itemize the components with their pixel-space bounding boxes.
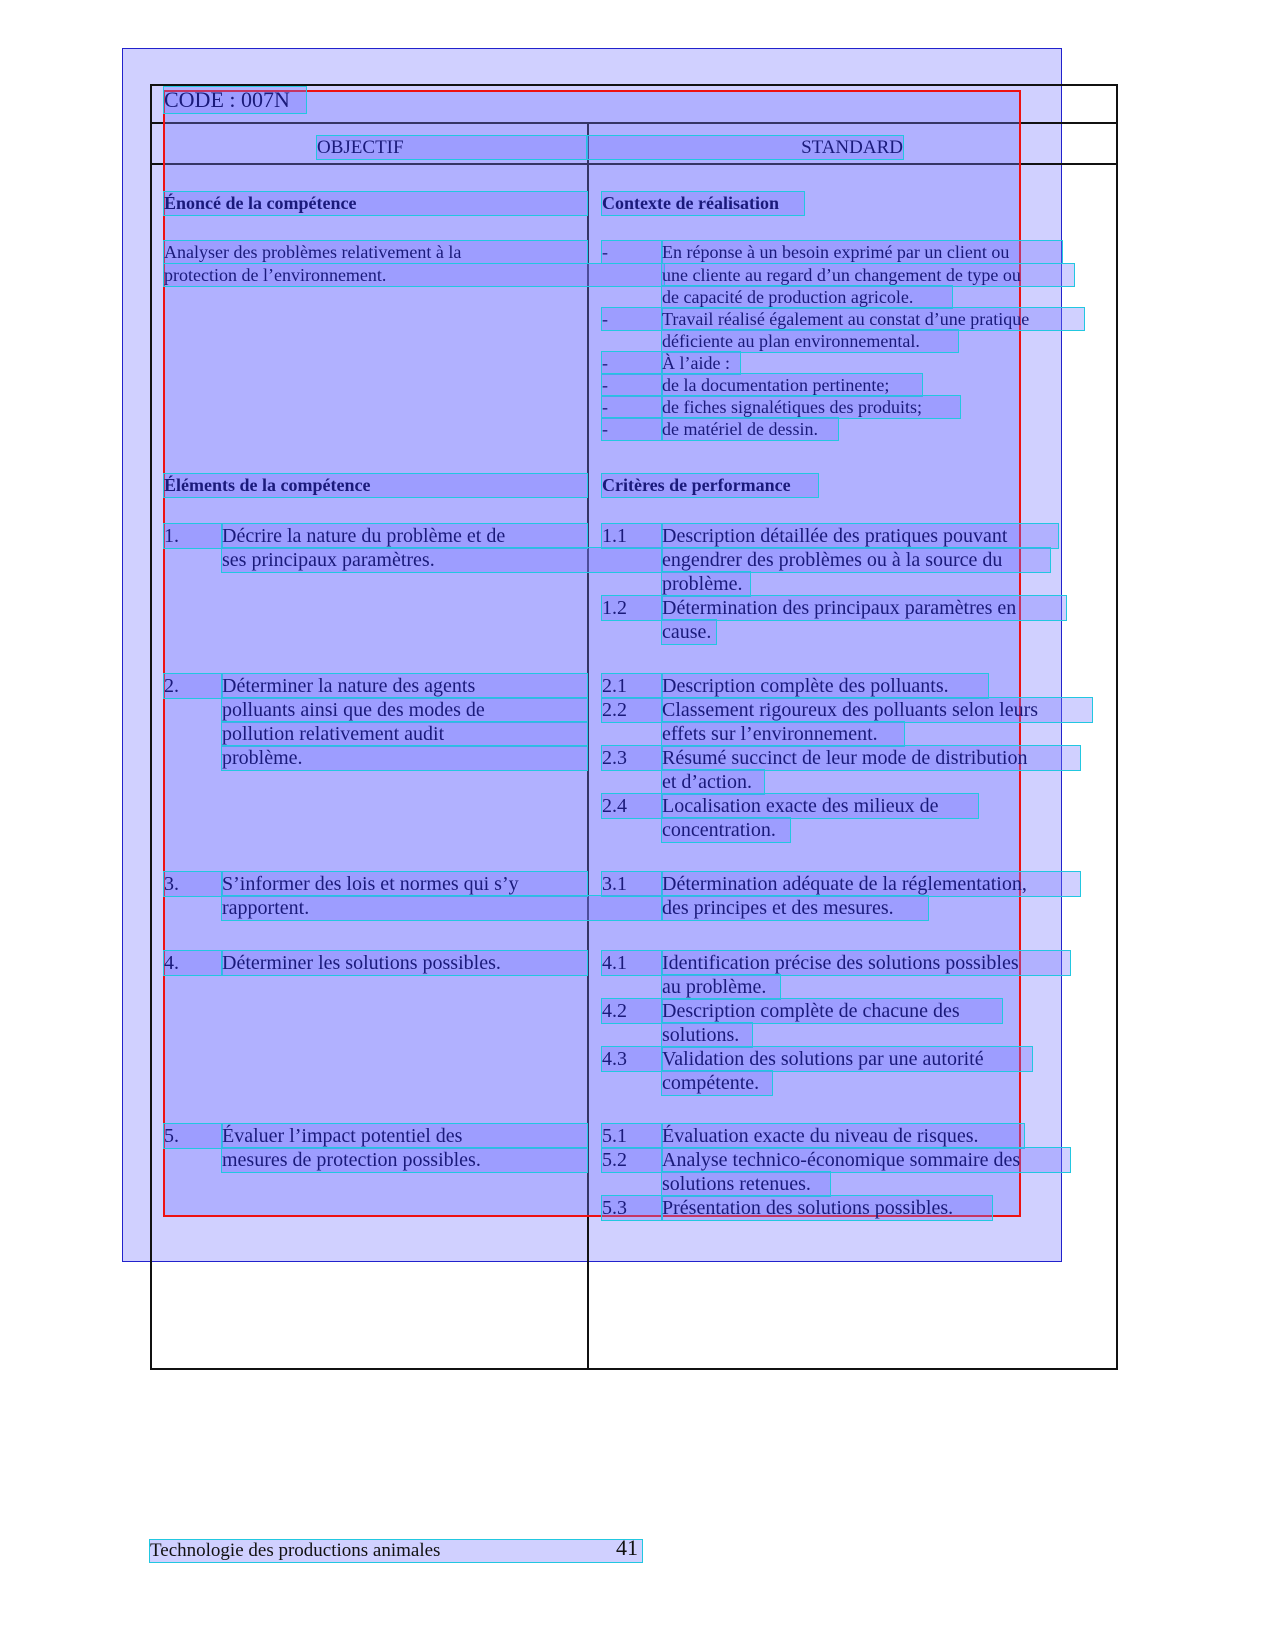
critere-number: 2.1 <box>602 674 662 698</box>
critere-line: Résumé succinct de leur mode de distribution <box>662 746 1080 770</box>
critere-number: 5.1 <box>602 1124 662 1148</box>
critere-number: 4.1 <box>602 951 662 975</box>
contexte-bullet: - <box>602 374 662 396</box>
footer-title: Technologie des productions animales <box>150 1540 441 1561</box>
element-line: rapportent. <box>222 896 662 920</box>
page-footer <box>150 1535 642 1562</box>
critere-line: Présentation des solutions possibles. <box>662 1196 992 1220</box>
element-number: 2. <box>164 674 222 698</box>
element-line: S’informer des lois et normes qui s’y <box>222 872 587 896</box>
contexte-bullet: - <box>602 418 662 440</box>
critere-line: Description complète des polluants. <box>662 674 988 698</box>
critere-line: Description complète de chacune des <box>662 999 1002 1023</box>
element-line: polluants ainsi que des modes de <box>222 698 587 722</box>
critere-line: effets sur l’environnement. <box>662 722 904 746</box>
critere-line: compétente. <box>662 1071 772 1095</box>
critere-line: engendrer des problèmes ou à la source du <box>662 548 1050 572</box>
contexte-bullet: - <box>602 241 662 263</box>
contexte-line: une cliente au regard d’un changement de type ou <box>662 264 1074 286</box>
critere-number: 4.2 <box>602 999 662 1023</box>
element-number: 4. <box>164 951 222 975</box>
element-number: 3. <box>164 872 222 896</box>
critere-number: 1.1 <box>602 524 662 548</box>
contexte-bullet: - <box>602 396 662 418</box>
critere-line: solutions retenues. <box>662 1172 830 1196</box>
enonce-title: Énoncé de la compétence <box>164 192 587 215</box>
critere-line: problème. <box>662 572 750 596</box>
column-header-standard: STANDARD <box>587 136 903 159</box>
contexte-line: Travail réalisé également au constat d’une pratique <box>662 308 1084 330</box>
critere-line: Description détaillée des pratiques pouvant <box>662 524 1058 548</box>
elements-title: Éléments de la compétence <box>164 474 587 497</box>
critere-line: Analyse technico-économique sommaire des <box>662 1148 1070 1172</box>
critere-line: Identification précise des solutions possibles <box>662 951 1070 975</box>
critere-line: Classement rigoureux des polluants selon leurs <box>662 698 1092 722</box>
contexte-line: de la documentation pertinente; <box>662 374 922 396</box>
element-line: problème. <box>222 746 587 770</box>
element-number: 5. <box>164 1124 222 1148</box>
critere-line: Validation des solutions par une autorité <box>662 1047 1032 1071</box>
element-line: Évaluer l’impact potentiel des <box>222 1124 587 1148</box>
critere-number: 4.3 <box>602 1047 662 1071</box>
column-header-objectif: OBJECTIF <box>317 136 587 159</box>
critere-line: et d’action. <box>662 770 764 794</box>
enonce-line: protection de l’environnement. <box>164 264 664 286</box>
contexte-line: de capacité de production agricole. <box>662 286 952 308</box>
critere-line: Évaluation exacte du niveau de risques. <box>662 1124 1024 1148</box>
contexte-line: de matériel de dessin. <box>662 418 838 440</box>
critere-line: concentration. <box>662 818 790 842</box>
element-line: pollution relativement audit <box>222 722 587 746</box>
enonce-line: Analyser des problèmes relativement à la <box>164 241 587 263</box>
critere-number: 5.3 <box>602 1196 662 1220</box>
page-code: CODE : 007N <box>164 87 306 113</box>
critere-number: 2.2 <box>602 698 662 722</box>
page-number: 41 <box>616 1535 638 1560</box>
contexte-title: Contexte de réalisation <box>602 192 804 215</box>
critere-number: 2.4 <box>602 794 662 818</box>
element-line: Déterminer la nature des agents <box>222 674 587 698</box>
critere-line: cause. <box>662 620 716 644</box>
critere-line: solutions. <box>662 1023 752 1047</box>
contexte-line: À l’aide : <box>662 352 740 374</box>
critere-line: au problème. <box>662 975 780 999</box>
element-line: Déterminer les solutions possibles. <box>222 951 587 975</box>
critere-line: Localisation exacte des milieux de <box>662 794 978 818</box>
critere-line: Détermination adéquate de la réglementation, <box>662 872 1080 896</box>
critere-number: 2.3 <box>602 746 662 770</box>
critere-line: Détermination des principaux paramètres en <box>662 596 1066 620</box>
criteres-title: Critères de performance <box>602 474 818 497</box>
critere-number: 1.2 <box>602 596 662 620</box>
contexte-bullet: - <box>602 308 662 330</box>
contexte-line: En réponse à un besoin exprimé par un client ou <box>662 241 1062 263</box>
contexte-line: déficiente au plan environnemental. <box>662 330 958 352</box>
contexte-bullet: - <box>602 352 662 374</box>
element-line: Décrire la nature du problème et de <box>222 524 587 548</box>
element-line: ses principaux paramètres. <box>222 548 662 572</box>
element-line: mesures de protection possibles. <box>222 1148 587 1172</box>
critere-line: des principes et des mesures. <box>662 896 928 920</box>
critere-number: 5.2 <box>602 1148 662 1172</box>
critere-number: 3.1 <box>602 872 662 896</box>
contexte-line: de fiches signalétiques des produits; <box>662 396 960 418</box>
element-number: 1. <box>164 524 222 548</box>
